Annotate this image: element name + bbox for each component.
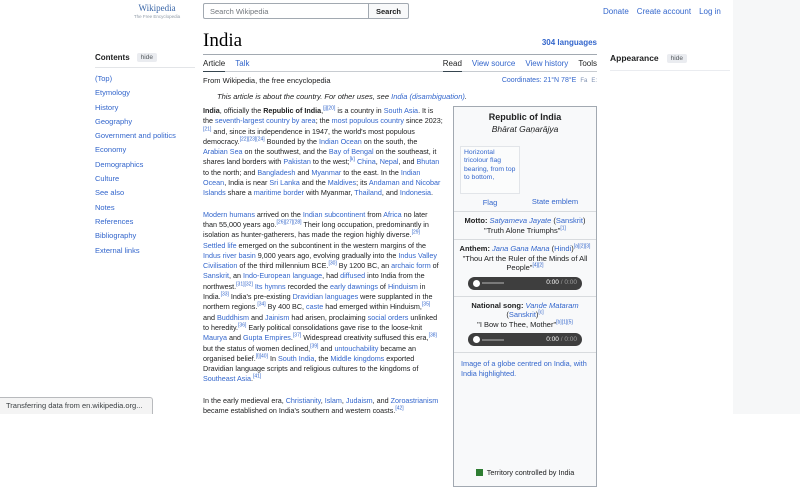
search-bar bbox=[203, 3, 409, 19]
wikipedia-logo[interactable] bbox=[122, 4, 192, 20]
motto-translation: "Truth Alone Triumphs"[1] bbox=[484, 225, 566, 235]
hatnote: This article is about the country. For other uses, see India (disambiguation). bbox=[217, 92, 467, 101]
infobox-title: Republic of India bbox=[488, 112, 562, 122]
audio-play-knob[interactable] bbox=[473, 336, 480, 343]
audio-time: 0:00 / 0:00 bbox=[546, 335, 577, 343]
sidebar-item-references[interactable]: References bbox=[95, 216, 134, 226]
contents-hide-button[interactable]: hide bbox=[137, 53, 157, 62]
emblem-column bbox=[520, 146, 590, 208]
page-title: India bbox=[203, 30, 243, 51]
map-section bbox=[454, 352, 596, 486]
state-emblem-link[interactable]: State emblem bbox=[531, 196, 579, 206]
protection-icon: E: bbox=[591, 77, 597, 84]
sidebar-item-etymology[interactable]: Etymology bbox=[95, 88, 131, 98]
wikipedia-tagline: The Free Encyclopedia bbox=[133, 14, 181, 19]
coordinates-row bbox=[502, 76, 597, 85]
featured-article-icon: Fa bbox=[580, 77, 588, 84]
paragraph-lead: India, officially the Republic of India,[j][20] is a country in South Asia. It is the seventh-largest country by area; the most populous country since 2023;[21] and, since its independence in 1947, the world's most populous democracy.[22][23][24] Bounded by the Indian Ocean on the south, the Arabian Sea on the southwest, and the Bay of Bengal on the southeast, it shares land borders with Pakistan to the west;[k] China, Nepal, and Bhutan to the north; and Bangladesh and Myanmar to the east. In the Indian Ocean, India is near Sri Lanka and the Maldives; its Andaman and Nicobar Islands share a maritime border with Myanmar, Thailand, and Indonesia. bbox=[203, 105, 443, 198]
title-row bbox=[203, 30, 597, 55]
sidebar-item-see-also[interactable]: See also bbox=[95, 188, 125, 198]
motto-line: Motto: Satyameva Jayate (Sanskrit) bbox=[464, 216, 586, 225]
song-line: National song: Vande Mataram (Sanskrit)[c] bbox=[471, 300, 579, 319]
anthem-section bbox=[454, 239, 596, 296]
byline-row bbox=[203, 76, 597, 85]
audio-seek-track[interactable] bbox=[482, 339, 504, 341]
article-body bbox=[203, 105, 597, 477]
create-account-link[interactable]: Create account bbox=[636, 7, 692, 16]
tab-talk[interactable]: Talk bbox=[235, 59, 250, 68]
song-translation: "I Bow to Thee, Mother"[b][1][5] bbox=[477, 319, 573, 329]
sidebar-item-economy[interactable]: Economy bbox=[95, 145, 127, 155]
globe-image-area bbox=[458, 380, 592, 466]
legend-label: Territory controlled by India bbox=[486, 468, 575, 477]
appearance-hide-button[interactable]: hide bbox=[667, 54, 687, 63]
appearance-panel bbox=[610, 53, 730, 71]
country-infobox bbox=[453, 106, 597, 487]
anthem-line: Anthem: Jana Gana Mana (Hindi)[a][2][3] bbox=[459, 243, 591, 253]
sidebar-item-top[interactable]: (Top) bbox=[95, 74, 113, 83]
tab-view-source[interactable]: View source bbox=[471, 59, 516, 68]
infobox-native-name: Bhārat Gaṇarājya bbox=[491, 124, 559, 134]
paragraph-history-2: In the early medieval era, Christianity, Islam, Judaism, and Zoroastrianism became established on India's southern and western coasts.[42] bbox=[203, 395, 439, 416]
contents-header bbox=[95, 53, 195, 68]
flag-link[interactable]: Flag bbox=[482, 197, 498, 207]
article-content-area bbox=[203, 30, 597, 495]
audio-play-knob[interactable] bbox=[473, 280, 480, 287]
sidebar-item-government-and-politics[interactable]: Government and politics bbox=[95, 131, 176, 141]
article-tab-bar bbox=[203, 55, 597, 72]
sidebar-item-culture[interactable]: Culture bbox=[95, 174, 120, 184]
wikipedia-wordmark: Wikipedia bbox=[138, 3, 176, 13]
audio-time: 0:00 / 0:00 bbox=[546, 279, 577, 287]
globe-image-placeholder[interactable]: Image of a globe centred on India, with India highlighted. bbox=[461, 359, 587, 378]
song-audio-player[interactable] bbox=[468, 333, 582, 346]
appearance-title: Appearance bbox=[610, 53, 659, 63]
sidebar-item-history[interactable]: History bbox=[95, 102, 119, 112]
languages-button[interactable]: 304 languages bbox=[541, 38, 597, 47]
motto-section bbox=[454, 211, 596, 239]
page-right-gutter bbox=[733, 0, 800, 414]
anthem-translation: "Thou Art the Ruler of the Minds of All People"[4][2] bbox=[462, 253, 588, 272]
coordinates-link[interactable]: Coordinates: 21°N 78°E bbox=[501, 77, 577, 84]
search-button[interactable]: Search bbox=[368, 3, 409, 19]
tab-read[interactable]: Read bbox=[443, 59, 462, 72]
tab-article[interactable]: Article bbox=[203, 59, 225, 72]
search-input[interactable] bbox=[203, 3, 369, 19]
flag-emblem-section bbox=[454, 140, 596, 212]
audio-seek-track[interactable] bbox=[482, 282, 504, 284]
national-song-section bbox=[454, 296, 596, 353]
table-of-contents bbox=[95, 74, 195, 255]
tab-view-history[interactable]: View history bbox=[525, 59, 569, 68]
donate-link[interactable]: Donate bbox=[603, 7, 629, 16]
contents-sidebar bbox=[95, 53, 195, 260]
sidebar-item-bibliography[interactable]: Bibliography bbox=[95, 231, 137, 241]
tools-menu[interactable]: Tools bbox=[578, 59, 597, 68]
flag-image-placeholder[interactable]: Horizontal tricolour flag bearing, from top to bottom, bbox=[460, 146, 520, 194]
contents-title: Contents bbox=[95, 53, 130, 62]
log-in-link[interactable]: Log in bbox=[699, 7, 721, 16]
sidebar-item-notes[interactable]: Notes bbox=[95, 202, 115, 212]
sidebar-item-external-links[interactable]: External links bbox=[95, 245, 140, 255]
paragraph-history-1: Modern humans arrived on the Indian subcontinent from Africa no later than 55,000 years ago.[26][27][28] Their long occupation, predominantly in isolation as hunter-gatherers, has made the region highly diverse.[29] Settled life emerged on the subcontinent in the western margins of the Indus river basin 9,000 years ago, evolving gradually into the Indus Valley Civilisation of the third millennium BCE.[30] By 1200 BC, an archaic form of Sanskrit, an Indo-European language, had diffused into India from the northwest.[31][32] Its hymns recorded the early dawnings of Hinduism in India.[33] India's pre-existing Dravidian languages were supplanted in the northern regions.[34] By 400 BC, caste had emerged within Hinduism,[35] and Buddhism and Jainism had arisen, proclaiming social orders unlinked to heredity.[36] Early political consolidations gave rise to the loose-knit Maurya and Gupta Empires.[37] Widespread creativity suffused this era,[38] but the status of women declined,[39] and untouchability became an organised belief.[l][40] In South India, the Middle kingdoms exported Dravidian language scripts and religious cultures to the kingdoms of Southeast Asia.[41] bbox=[203, 209, 439, 384]
legend-color-swatch bbox=[476, 469, 483, 476]
flag-column bbox=[460, 146, 520, 208]
user-links bbox=[603, 7, 721, 16]
map-legend bbox=[458, 466, 592, 482]
anthem-audio-player[interactable] bbox=[468, 277, 582, 290]
site-subtitle: From Wikipedia, the free encyclopedia bbox=[203, 76, 331, 85]
sidebar-item-demographics[interactable]: Demographics bbox=[95, 159, 144, 169]
browser-status-bubble: Transferring data from en.wikipedia.org... bbox=[0, 397, 153, 414]
sidebar-item-geography[interactable]: Geography bbox=[95, 116, 133, 126]
